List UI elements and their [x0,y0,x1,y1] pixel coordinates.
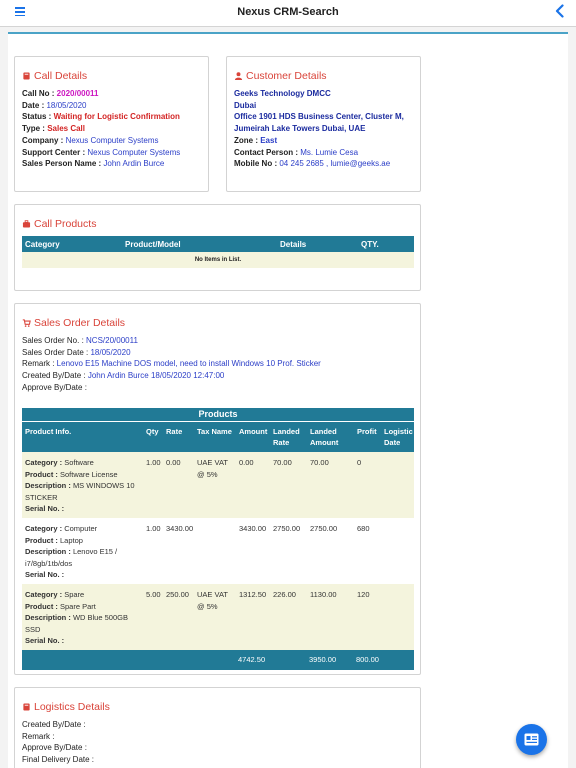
products-total-row [22,650,414,670]
amount-cell: 3430.00 [236,518,270,584]
status-value: Waiting for Logistic Confirmation [53,112,180,122]
mobile-value: 04 245 2685 , lumie@geeks.ae [279,159,391,169]
landed-rate-cell: 226.00 [270,584,307,650]
tax-cell [194,518,236,584]
logistics-approve-label: Approve By/Date : [22,743,87,753]
remark-row [22,358,321,370]
customer-address-line1: Office 1901 HDS Business Center, Cluster M, [234,112,404,122]
amount-cell: 1312.50 [236,584,270,650]
total-spacer [143,650,163,670]
profit-cell: 0 [354,452,381,518]
landed-amount-cell: 70.00 [307,452,354,518]
sales-person-value: John Ardin Burce [103,159,165,169]
customer-details-card [226,56,421,192]
total-profit: 800.00 [354,650,381,670]
product-serial [25,569,141,581]
column-rate: Rate [163,422,194,452]
call-details-card [14,56,209,192]
category-label: Category : [25,458,65,467]
remark-label: Remark : [22,359,57,369]
landed-amount-cell: 2750.00 [307,518,354,584]
sales-order-heading [22,317,125,329]
column-landed-amount: Landed Amount [307,422,354,452]
product-label: Product : [25,601,60,611]
qty-cell: 1.00 [143,452,163,518]
logistic-date-cell [381,518,414,584]
column-amount: Amount [236,422,270,452]
category-label: Category : [25,589,65,599]
rate-cell: 3430.00 [163,518,194,584]
sales-order-card [14,303,421,675]
zone-value: East [260,135,278,145]
customer-address-line2: Jumeirah Lake Towers Dubai, UAE [234,124,366,134]
product-label: Product : [25,535,60,545]
total-spacer [270,650,307,670]
column-product-info: Product Info. [22,422,143,452]
book-icon [22,72,31,80]
status-row [22,111,180,123]
amount-cell: 0.00 [236,452,270,518]
description-value: MS WINDOWS 10 STICKER [25,481,135,502]
zone-row [234,135,404,147]
description-value: Lenovo E15 / i7/8gb/1tb/dos [25,547,118,568]
products-table-header [22,422,414,452]
product-name [25,601,141,613]
product-description [25,480,141,503]
product-category [25,589,141,601]
top-bar [0,0,576,27]
book-icon [22,703,31,711]
id-card-icon [524,733,539,746]
company-row [22,135,180,147]
sales-order-date-value: 18/05/2020 [90,347,131,357]
product-serial [25,503,141,515]
serial-label: Serial No. : [25,636,65,646]
column-qty: QTY. [361,240,379,249]
created-by-value: John Ardin Burce 18/05/2020 12:47:00 [87,371,225,381]
sales-order-date-row [22,347,321,359]
column-qty: Qty [143,422,163,452]
cart-icon [22,319,31,327]
rate-cell: 250.00 [163,584,194,650]
product-label: Product : [25,469,60,479]
zone-label: Zone : [234,135,261,145]
description-label: Description : [25,547,73,557]
product-category [25,523,141,535]
product-row [22,518,414,584]
type-value: Sales Call [47,124,85,134]
call-details-title: Call Details [34,70,88,82]
call-products-title: Call Products [34,218,97,230]
support-center-row [22,147,180,159]
serial-label: Serial No. : [25,570,65,580]
company-value: Nexus Computer Systems [65,135,159,145]
status-label: Status : [22,112,54,122]
tax-cell: UAE VAT @ 5% [194,584,236,650]
mobile-label: Mobile No : [234,159,280,169]
logistics-card [14,687,421,768]
empty-list-message: No Items in List. [22,252,414,268]
product-row [22,452,414,518]
column-logistic-date: Logistic Date [381,422,414,452]
call-no-label: Call No : [22,89,57,98]
logistics-title: Logistics Details [34,701,110,713]
briefcase-icon [22,220,31,228]
logistics-heading [22,701,110,713]
date-label: Date : [22,100,47,110]
column-profit: Profit [354,422,381,452]
approve-by-row [22,382,321,394]
call-details-heading [22,70,87,82]
tax-cell: UAE VAT @ 5% [194,452,236,518]
customer-details-heading [234,70,327,82]
product-info-cell [22,452,143,518]
landed-rate-cell: 2750.00 [270,518,307,584]
category-value: Computer [64,523,98,533]
product-description [25,546,141,569]
user-icon [234,72,243,80]
product-info-cell [22,518,143,584]
product-name [25,469,141,481]
product-description [25,612,141,635]
total-spacer [163,650,194,670]
landed-rate-cell: 70.00 [270,452,307,518]
serial-label: Serial No. : [25,504,65,514]
product-name [25,535,141,547]
sales-order-date-label: Sales Order Date : [22,347,91,357]
contact-person-row [234,147,404,159]
column-details: Details [280,240,307,249]
call-no-value: 2020/00011 [56,89,99,98]
remark-value: Lenovo E15 Machine DOS model, need to install Windows 10 Prof. Sticker [56,359,321,369]
category-value: Software [64,458,94,467]
call-products-card [14,204,421,291]
chevron-left-icon[interactable] [555,4,564,21]
total-spacer [381,650,414,670]
customer-city: Dubai [234,100,257,110]
logistic-date-cell [381,584,414,650]
call-products-table-header [22,236,414,252]
description-label: Description : [25,613,73,623]
column-product-model: Product/Model [125,240,181,249]
product-serial [25,635,141,647]
rate-cell: 0.00 [163,452,194,518]
call-no-row [22,88,180,100]
column-landed-rate: Landed Rate [270,422,307,452]
column-tax-name: Tax Name [194,422,236,452]
sales-order-no-row [22,335,321,347]
product-value: Laptop [60,535,83,545]
customer-details-title: Customer Details [246,70,327,82]
products-table-title: Products [22,408,414,421]
contact-person-value: Ms. Lumie Cesa [300,147,359,157]
column-category: Category [25,240,60,249]
mobile-row [234,158,404,170]
products-table [22,422,414,670]
customer-name: Geeks Technology DMCC [234,89,331,98]
product-row [22,584,414,650]
created-by-row [22,370,321,382]
approve-by-label: Approve By/Date : [22,382,87,392]
support-center-value: Nexus Computer Systems [87,147,181,157]
description-value: WD Blue 500GB SSD [25,613,128,634]
category-value: Spare [64,589,85,599]
product-value: Software License [60,469,118,479]
profit-cell: 680 [354,518,381,584]
qty-cell: 5.00 [143,584,163,650]
type-row [22,123,180,135]
sales-person-label: Sales Person Name : [22,159,104,169]
total-spacer [194,650,236,670]
total-spacer [22,650,143,670]
logistics-delivery-label: Final Delivery Date : [22,755,95,765]
sales-order-no-value: NCS/20/00011 [86,336,138,345]
logistic-date-cell [381,452,414,518]
date-row [22,100,180,112]
call-products-heading [22,218,96,230]
id-card-fab-button[interactable] [516,724,547,755]
logistics-remark-label: Remark : [22,731,55,741]
sales-order-title: Sales Order Details [34,317,126,329]
category-label: Category : [25,523,65,533]
total-landed-amount: 3950.00 [307,650,354,670]
page-title: Nexus CRM-Search [237,6,339,18]
qty-cell: 1.00 [143,518,163,584]
contact-person-label: Contact Person : [234,147,301,157]
date-value: 18/05/2020 [46,100,87,110]
sales-person-row [22,158,180,170]
support-center-label: Support Center : [22,147,88,157]
company-label: Company : [22,135,66,145]
landed-amount-cell: 1130.00 [307,584,354,650]
product-info-cell [22,584,143,650]
type-label: Type : [22,124,48,134]
product-value: Spare Part [60,601,96,611]
sales-order-no-label: Sales Order No. : [22,336,87,345]
description-label: Description : [25,481,73,491]
created-by-label: Created By/Date : [22,371,88,381]
logistics-created-label: Created By/Date : [22,720,86,729]
product-category [25,457,141,469]
total-amount: 4742.50 [236,650,270,670]
profit-cell: 120 [354,584,381,650]
